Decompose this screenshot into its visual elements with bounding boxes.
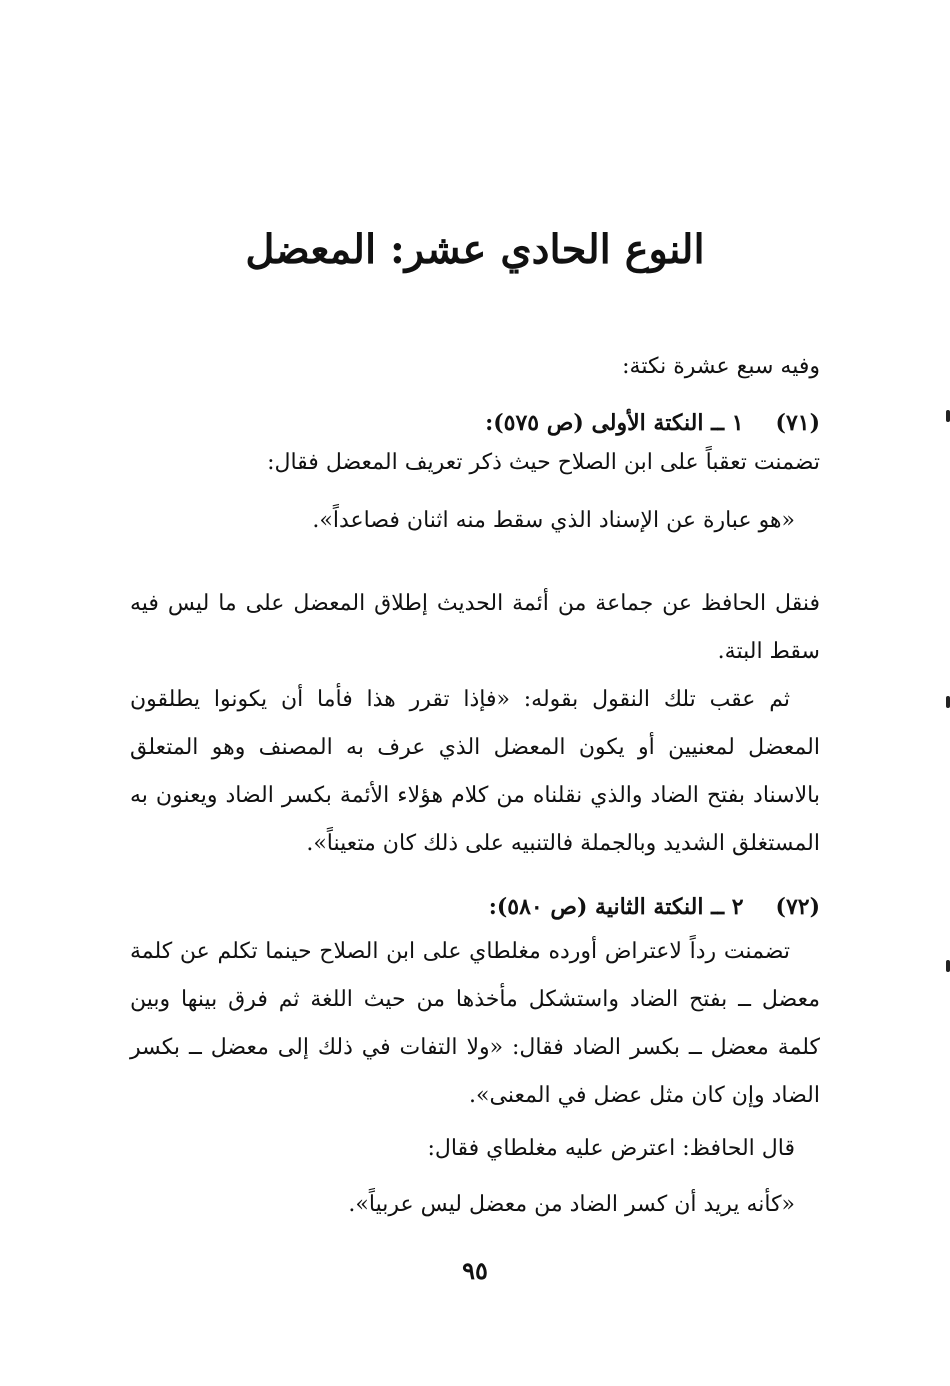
note-72-line: قال الحافظ: اعترض عليه مغلطاي فقال:	[427, 1136, 795, 1161]
scan-edge-mark	[946, 410, 950, 422]
note-71-heading-row	[485, 408, 820, 439]
page-number: ٩٥	[462, 1256, 488, 1285]
note-72-heading-row	[489, 892, 820, 923]
note-72-paragraph-1: تضمنت رداً لاعتراض أورده مغلطاي على ابن الصلاح حينما تكلم عن كلمة معضل ــ بفتح الضاد واستشكل مأخذها من حيث اللغة ثم فرق بينها وبين كلمة معضل ــ بكسر الضاد فقال: «ولا التفات في ذلك إلى معضل ــ بكسر الضاد وإن كان مثل عضل في المعنى».	[130, 939, 820, 1108]
note-72-quote: «كأنه يريد أن كسر الضاد من معضل ليس عربياً».	[348, 1192, 795, 1217]
chapter-title: النوع الحادي عشر: المعضل	[245, 226, 705, 273]
scan-edge-mark	[946, 960, 950, 972]
note-71-line: تضمنت تعقباً على ابن الصلاح حيث ذكر تعريف المعضل فقال:	[267, 450, 820, 475]
note-71-paragraph-2: ثم عقب تلك النقول بقوله: «فإذا تقرر هذا فأما أن يكونوا يطلقون المعضل لمعنيين أو يكون المعضل الذي عرف به المصنف وهو المتعلق بالاسناد بفتح الضاد والذي نقلناه من كلام هؤلاء الأئمة بكسر الضاد ويعنون به المستغلق الشديد وبالجملة فالتنبيه على ذلك كان متعيناً».	[130, 687, 820, 856]
note-71-paragraph-1: فنقل الحافظ عن جماعة من أئمة الحديث إطلاق المعضل على ما ليس فيه سقط البتة.	[130, 591, 820, 664]
note-72-number: (٧٢)	[775, 894, 820, 920]
note-71-heading: ١ ــ النكتة الأولى (ص ٥٧٥):	[485, 410, 744, 436]
note-72-heading: ٢ ــ النكتة الثانية (ص ٥٨٠):	[488, 894, 744, 920]
note-71-quote: «هو عبارة عن الإسناد الذي سقط منه اثنان فصاعداً».	[312, 508, 795, 533]
intro-line: وفيه سبع عشرة نكتة:	[622, 354, 820, 379]
note-71-number: (٧١)	[775, 410, 820, 436]
scan-edge-mark	[946, 696, 950, 708]
